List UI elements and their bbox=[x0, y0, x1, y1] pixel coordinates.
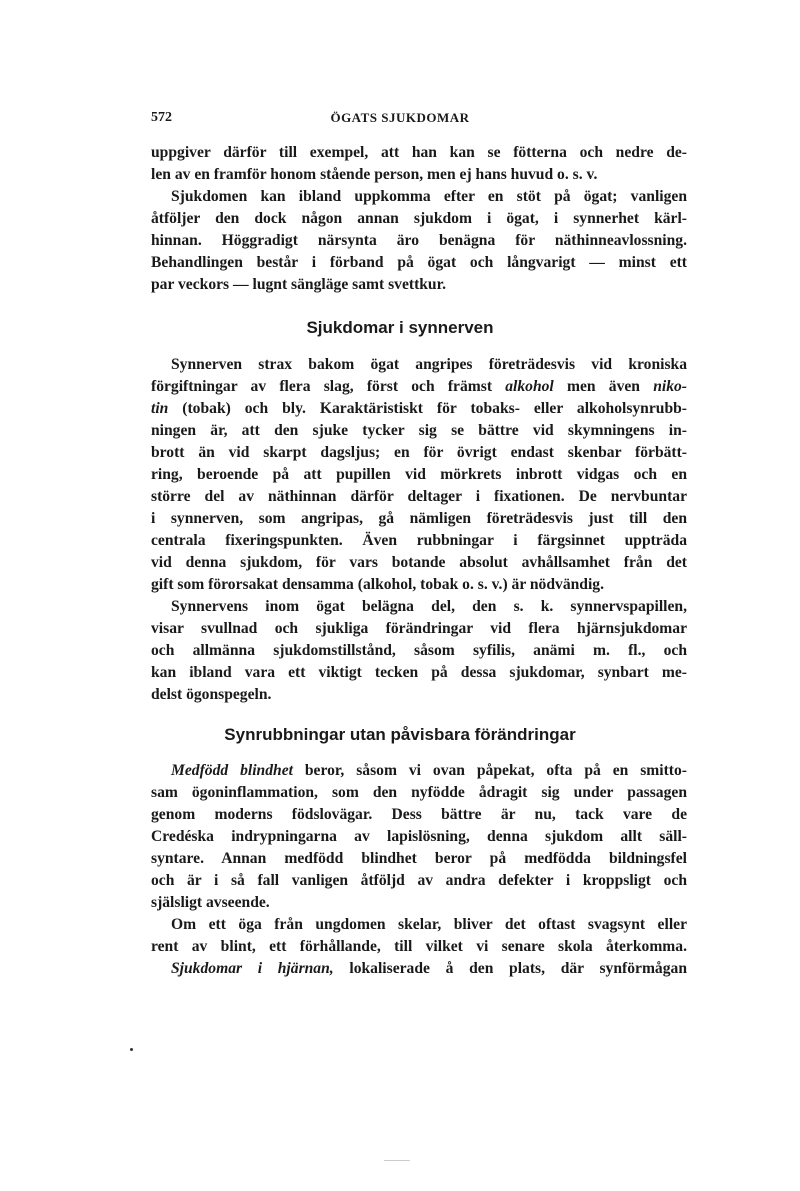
text-line: vid denna sjukdom, för vars botande absolut avhållsamhet från det bbox=[151, 554, 687, 571]
paragraph-block-2 bbox=[151, 354, 687, 706]
text-run: förgiftningar av flera slag, först och främst bbox=[151, 378, 493, 395]
scan-speck bbox=[130, 1048, 133, 1051]
text-line: i synnerven, som angripas, gå nämligen företrädesvis just till den bbox=[151, 510, 687, 527]
italic-term: Sjukdomar i hjärnan, bbox=[171, 960, 334, 977]
text-line: len av en framför honom stående person, men ej hans huvud o. s. v. bbox=[151, 166, 598, 183]
text-line: hinnan. Höggradigt närsynta äro benägna för näthinneavlossning. bbox=[151, 232, 687, 249]
text-line: Synnervens inom ögat belägna del, den s. k. synnervspapillen, bbox=[171, 598, 687, 615]
text-run: beror, såsom vi ovan påpekat, ofta på en smitto- bbox=[304, 762, 687, 779]
text-line: kan ibland vara ett viktigt tecken på dessa sjukdomar, synbart me- bbox=[151, 664, 687, 681]
text-line: gift som förorsakat densamma (alkohol, tobak o. s. v.) är nödvändig. bbox=[151, 576, 604, 593]
text-line: sam ögoninflammation, som den nyfödde ådragit sig under passagen bbox=[151, 784, 687, 801]
scan-mark bbox=[384, 1160, 410, 1161]
text-line: Synnerven strax bakom ögat angripes företrädesvis vid kroniska bbox=[171, 356, 687, 373]
text-line: visar svullnad och sjukliga förändringar vid flera hjärnsjukdomar bbox=[151, 620, 687, 637]
text-line: större del av näthinnan därför deltager i fixationen. De nervbuntar bbox=[151, 488, 687, 505]
italic-term: Medfödd blindhet bbox=[171, 762, 293, 779]
text-line: Om ett öga från ungdomen skelar, bliver det oftast svagsynt eller bbox=[171, 916, 687, 933]
running-title: ÖGATS SJUKDOMAR bbox=[330, 110, 470, 125]
italic-term: niko- bbox=[653, 378, 687, 395]
text-line: rent av blint, ett förhållande, till vilket vi senare skola återkomma. bbox=[151, 938, 687, 955]
text-line: ring, beroende på att pupillen vid mörkrets inbrott vidgas och en bbox=[151, 466, 687, 483]
text-line bbox=[151, 760, 687, 782]
text-line: brott än vid skarpt dagsljus; en för övrigt endast skenbar förbätt- bbox=[151, 444, 687, 461]
section-heading-synrubbningar: Synrubbningar utan påvisbara förändringar bbox=[224, 725, 576, 744]
page-number: 572 bbox=[151, 110, 172, 125]
text-line bbox=[151, 958, 687, 980]
text-run: (tobak) och bly. Karaktäristiskt för tobaks- eller alkoholsynrubb- bbox=[182, 400, 687, 417]
section-heading-synnerven: Sjukdomar i synnerven bbox=[306, 318, 494, 337]
text-line: Credéska indrypningarna av lapislösning, denna sjukdom allt säll- bbox=[151, 828, 687, 845]
text-line: själsligt avseende. bbox=[151, 894, 270, 911]
text-line: och är i så fall vanligen åtföljd av andra defekter i kroppsligt och bbox=[151, 872, 687, 889]
text-line: delst ögonspegeln. bbox=[151, 686, 272, 703]
paragraph-block-3 bbox=[151, 760, 687, 980]
text-line: åtföljer den dock någon annan sjukdom i ögat, i synnerhet kärl- bbox=[151, 210, 687, 227]
paragraph-block-1 bbox=[151, 142, 687, 296]
text-line: ningen är, att den sjuke tycker sig se bättre vid skymningens in- bbox=[151, 422, 687, 439]
text-line: syntare. Annan medfödd blindhet beror på medfödda bildningsfel bbox=[151, 850, 687, 867]
text-line: uppgiver därför till exempel, att han kan se fötterna och nedre de- bbox=[151, 144, 687, 161]
text-line: centrala fixeringspunkten. Även rubbningar i färgsinnet uppträda bbox=[151, 532, 687, 549]
text-line bbox=[151, 398, 687, 420]
italic-term: tin bbox=[151, 400, 169, 417]
text-line: par veckors — lugnt sängläge samt svettkur. bbox=[151, 276, 446, 293]
italic-term: alkohol bbox=[505, 378, 554, 395]
text-line bbox=[151, 376, 687, 398]
text-run: men även bbox=[566, 378, 640, 395]
text-line: och allmänna sjukdomstillstånd, såsom syfilis, anämi m. fl., och bbox=[151, 642, 687, 659]
text-run: lokaliserade å den plats, där synförmågan bbox=[349, 960, 687, 977]
text-line: Behandlingen består i förband på ögat och långvarigt — minst ett bbox=[151, 254, 687, 271]
text-line: Sjukdomen kan ibland uppkomma efter en stöt på ögat; vanligen bbox=[171, 188, 687, 205]
text-line: genom moderns födslovägar. Dess bättre är nu, tack vare de bbox=[151, 806, 687, 823]
